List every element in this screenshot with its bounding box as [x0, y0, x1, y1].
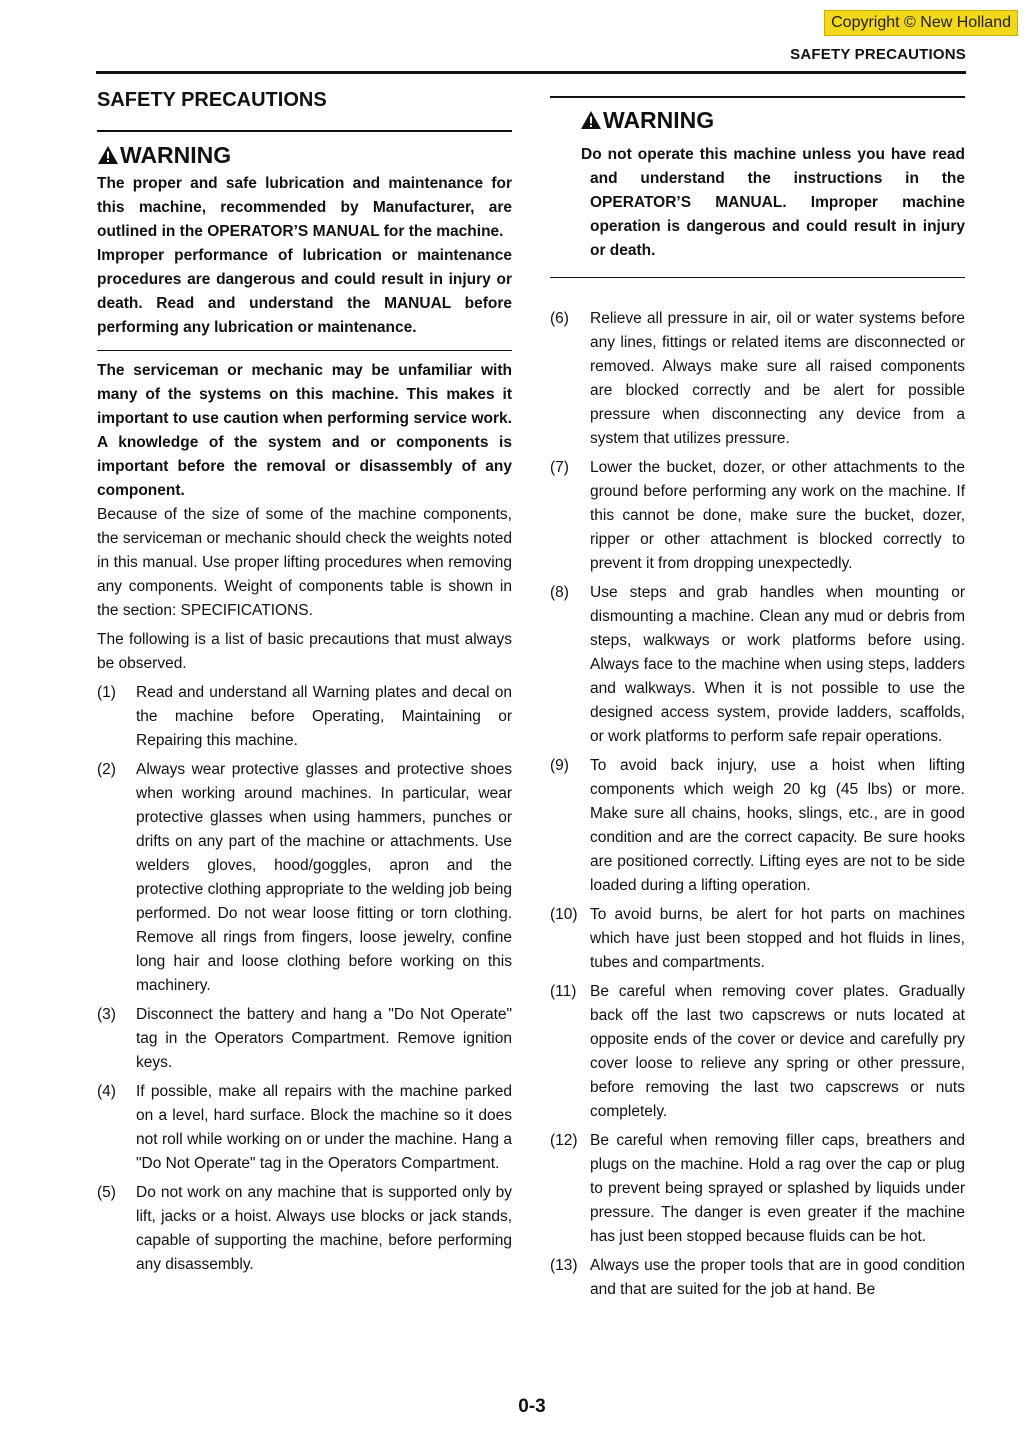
list-number: (3) [97, 1006, 116, 1023]
divider [97, 130, 512, 132]
list-number: (11) [550, 983, 577, 1000]
warning-label: WARNING [603, 106, 715, 133]
divider [550, 277, 965, 279]
warning-text: The proper and safe lubrication and maintenance for this machine, recommended by Manufacturer, are outlined in the OPERATOR’S MANUAL for the machine. [97, 174, 512, 240]
precaution-list [97, 681, 512, 1277]
list-text: Do not work on any machine that is supported only by lift, jacks or a hoist. Always use blocks or jack stands, capable of supporting the machine, before performing any disassembly. [136, 1184, 512, 1273]
running-header: SAFETY PRECAUTIONS [790, 46, 966, 63]
list-number: (2) [97, 761, 116, 778]
header-rule [96, 71, 966, 74]
copyright-badge: Copyright © New Holland [824, 10, 1018, 36]
list-item [97, 681, 512, 753]
left-column [97, 86, 512, 1282]
list-number: (13) [550, 1257, 578, 1274]
page-number: 0-3 [518, 1396, 546, 1417]
list-item [550, 754, 965, 898]
list-text: Relieve all pressure in air, oil or water systems before any lines, fittings or related items are disconnected or removed. Always make sure all raised components are blocked correctly and be alert for possible pressure when disconnecting any device from a system that utilizes pressure. [590, 310, 965, 447]
list-text: Be careful when removing filler caps, breathers and plugs on the machine. Hold a rag over the cap or plug to prevent being sprayed or splashed by liquids under pressure. The danger is even greater if the machine has just been stopped because fluids can be hot. [590, 1132, 965, 1245]
list-item [550, 1254, 965, 1302]
list-number: (1) [97, 684, 116, 701]
list-item [97, 1181, 512, 1277]
list-text: To avoid back injury, use a hoist when lifting components which weigh 20 kg (45 lbs) or more. Make sure all chains, hooks, slings, etc., are in good condition and are the correct capacity. Be sure hooks are positioned correctly. Lifting eyes are not to be side loaded during a lifting operation. [590, 757, 965, 894]
caution-text: The serviceman or mechanic may be unfamiliar with many of the systems on this machine. This makes it important to use caution when performing service work. A knowledge of the system and or components is important before the removal or disassembly of any component. [97, 362, 512, 499]
warning-heading [550, 106, 965, 134]
list-number: (5) [97, 1184, 116, 1201]
list-number: (12) [550, 1132, 578, 1149]
list-item [97, 758, 512, 998]
warning-label: WARNING [120, 141, 232, 168]
right-column [550, 96, 965, 1307]
list-text: If possible, make all repairs with the machine parked on a level, hard surface. Block the machine so it does not roll while working on or under the machine. Hang a "Do Not Operate" tag in the Operators Compartment. [136, 1083, 512, 1172]
list-number: (10) [550, 906, 578, 923]
list-text: To avoid burns, be alert for hot parts on machines which have just been stopped and hot fluids in lines, tubes and compartments. [590, 906, 965, 971]
list-text: Read and understand all Warning plates and decal on the machine before Operating, Maintaining or Repairing this machine. [136, 684, 512, 749]
list-item [97, 1080, 512, 1176]
list-number: (4) [97, 1083, 116, 1100]
list-number: (6) [550, 310, 569, 327]
list-text: Lower the bucket, dozer, or other attachments to the ground before performing any work on the machine. If this cannot be done, make sure the bucket, dozer, ripper or other attachment is blocked correctly to prevent it from dropping unexpectedly. [590, 459, 965, 572]
list-text: Always use the proper tools that are in good condition and that are suited for the job at hand. Be [590, 1257, 965, 1298]
list-item [550, 581, 965, 749]
divider [97, 350, 512, 352]
list-text: Use steps and grab handles when mounting or dismounting a machine. Clean any mud or debris from steps, walkways or work platforms before using. Always face to the machine when using steps, ladders and walkways. When it is not possible to use the designed access system, provide ladders, scaffolds, or work platforms to perform safe repair operations. [590, 584, 965, 745]
list-item [550, 1129, 965, 1249]
warning-text: Do not operate this machine unless you have read and understand the instructions in the OPERATOR’S MANUAL. Improper machine operation is dangerous and could result in injury or death. [581, 145, 965, 259]
list-item [97, 1003, 512, 1075]
warning-icon [580, 110, 602, 130]
list-number: (8) [550, 584, 569, 601]
body-paragraph: The following is a list of basic precautions that must always be observed. [97, 631, 512, 672]
precaution-list [550, 307, 965, 1302]
list-number: (9) [550, 757, 569, 774]
divider [550, 96, 965, 98]
list-number: (7) [550, 459, 569, 476]
list-text: Always wear protective glasses and protective shoes when working around machines. In particular, wear protective glasses when using hammers, punches or drifts on any part of the machine or attachments. Use welders gloves, hood/goggles, apron and the protective clothing appropriate to the welding job being performed. Do not wear loose fitting or torn clothing. Remove all rings from fingers, loose jewelry, confine long hair and loose clothing before working on this machinery. [136, 761, 512, 994]
list-item [550, 456, 965, 576]
list-text: Disconnect the battery and hang a "Do Not Operate" tag in the Operators Compartment. Remove ignition keys. [136, 1006, 512, 1071]
warning-text: Improper performance of lubrication or maintenance procedures are dangerous and could result in injury or death. Read and understand the MANUAL before performing any lubrication or maintenance. [97, 246, 512, 336]
list-item [550, 980, 965, 1124]
warning-heading [97, 141, 512, 169]
body-paragraph: Because of the size of some of the machine components, the serviceman or mechanic should check the weights noted in this manual. Use proper lifting procedures when removing any components. Weight of components table is shown in the section: SPECIFICATIONS. [97, 506, 512, 619]
list-item [550, 903, 965, 975]
list-item [550, 307, 965, 451]
list-text: Be careful when removing cover plates. Gradually back off the last two capscrews or nuts located at opposite ends of the cover or device and carefully pry cover loose to relieve any spring or other pressure, before removing the last two capscrews or nuts completely. [590, 983, 965, 1120]
warning-icon [97, 145, 119, 165]
section-title: SAFETY PRECAUTIONS [97, 89, 327, 111]
